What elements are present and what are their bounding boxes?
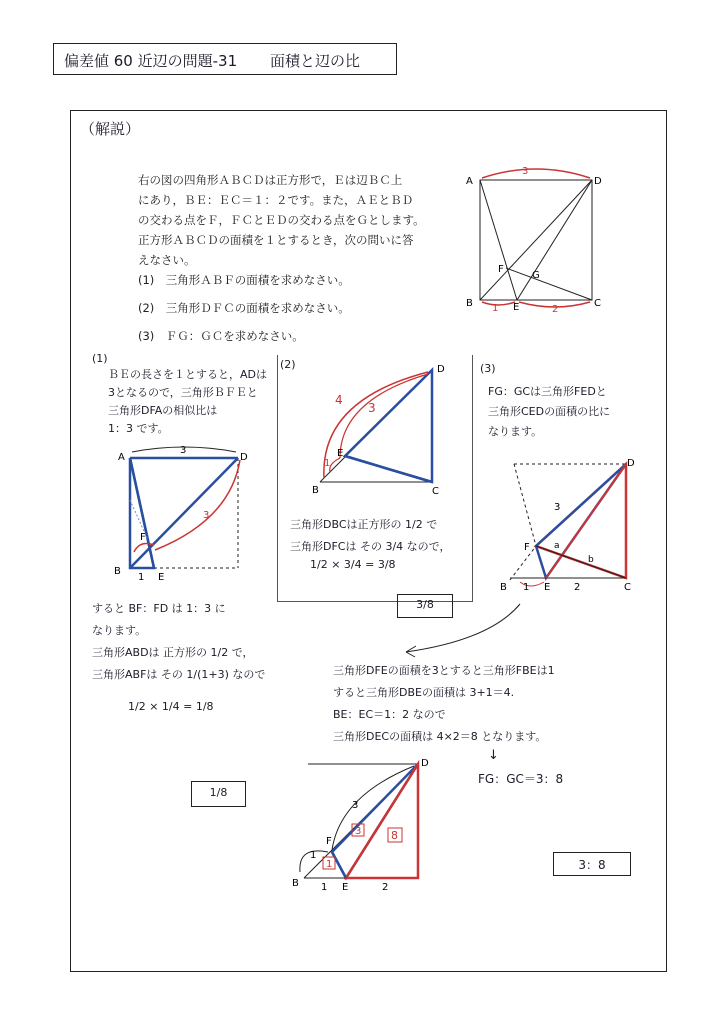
- sol2-fig-c: C: [432, 486, 439, 497]
- fig-label-b: B: [466, 298, 473, 309]
- sol3b-fig-one: 1: [310, 850, 317, 861]
- sol3-fig-f: F: [524, 542, 530, 553]
- question-text: 三角形ＤＦＣの面積を求めなさい。: [165, 301, 350, 315]
- fig-len-be: 1: [492, 303, 499, 312]
- sol3b-line: 三角形DFEの面積を3とすると三角形FBEは1: [333, 664, 555, 677]
- fig-label-d: D: [594, 176, 602, 187]
- sol3b-fig-r8: 8: [391, 829, 398, 842]
- sol1-fig-top: 3: [180, 445, 187, 456]
- problem-line: えなさい。: [138, 253, 196, 267]
- sol3-fig-c: C: [624, 582, 631, 593]
- fig-label-c: C: [594, 298, 601, 309]
- question-text: ＦＧ：ＧＣを求めなさい。: [165, 329, 304, 343]
- sol1-line: ＢＥの長さを１とすると，ADは: [108, 368, 267, 381]
- sol1-fig-one: 1: [138, 572, 145, 583]
- sol3b-line: すると三角形DBEの面積は 3+1＝4.: [333, 686, 515, 699]
- problem-line: の交わる点をＦ，ＦＣとＥＤの交わる点をＧとします。: [138, 213, 425, 227]
- sol3b-result: FG：GC＝3：8: [478, 772, 564, 786]
- sol3b-fig-f: F: [326, 836, 332, 847]
- sol3b-fig-e: E: [342, 882, 349, 893]
- sol3b-line: 三角形DECの面積は 4×2＝8 となります。: [333, 730, 547, 743]
- problem-line: にあり，ＢＥ：ＥＣ＝１：２です。また，ＡＥとＢＤ: [138, 193, 414, 207]
- sol3-fig-three: 3: [554, 502, 561, 513]
- problem-figure: [460, 162, 610, 312]
- sol3-line: なります。: [488, 425, 543, 438]
- sol3b-figure: [290, 756, 440, 896]
- header-title: 偏差値 60 近辺の問題-31: [64, 52, 238, 70]
- sol3-fig-two: 2: [574, 582, 581, 593]
- sol2-fig-four: 4: [335, 393, 343, 407]
- sol1-fig-e: E: [158, 572, 165, 583]
- problem-line: 正方形ＡＢＣＤの面積を１とするとき，次の問いに答: [138, 233, 414, 247]
- sol1-after-line: 三角形ABDは 正方形の 1/2 で，: [92, 646, 254, 659]
- sol3b-text: [333, 660, 555, 748]
- sol3-label: (3): [480, 362, 496, 375]
- fig-label-e: E: [513, 302, 520, 312]
- sol3b-fig-b: B: [292, 878, 299, 889]
- sol3-fig-b: B: [500, 582, 507, 593]
- sol3b-fig-three: 3: [352, 800, 359, 811]
- fig-label-g: G: [532, 270, 540, 281]
- header-topic: 面積と辺の比: [270, 52, 361, 70]
- divider-2: [277, 355, 278, 602]
- sol3b-fig-one-b: 1: [321, 882, 328, 893]
- sol1-answer: 1/8: [209, 786, 228, 799]
- sol3b-fig-d: D: [421, 758, 429, 769]
- sol1-fig-b: B: [114, 566, 121, 577]
- sol2-fig-d: D: [437, 364, 445, 375]
- sol3-fig-d: D: [627, 458, 635, 469]
- sol2-fig-one: 1: [324, 458, 331, 469]
- sol1-fig-a: A: [118, 452, 125, 463]
- sol1-figure: [110, 440, 260, 590]
- problem-line: 右の図の四角形ＡＢＣＤは正方形で，Ｅは辺ＢＣ上: [138, 173, 403, 187]
- sol1-after-line: 三角形ABFは その 1/(1+3) なので: [92, 668, 266, 681]
- sol2-label: (2): [280, 358, 296, 371]
- sol1-calc: 1/2 × 1/4 = 1/8: [128, 700, 214, 713]
- sol1-after-line: なります。: [92, 624, 147, 637]
- sol1-text: [108, 366, 267, 438]
- sol2-fig-b: B: [312, 485, 319, 496]
- fig-label-f: F: [498, 264, 504, 275]
- sol3-answer: 3：8: [578, 858, 606, 872]
- sol3-fig-bval: b: [588, 555, 594, 565]
- sol2-answer: 3/8: [416, 598, 434, 611]
- sol3-line: 三角形CEDの面積の比に: [488, 405, 611, 418]
- sol1-line: 三角形DFAの相似比は: [108, 404, 218, 417]
- sol1-after: [92, 598, 265, 686]
- sol3b-fig-r3: 3: [355, 826, 362, 837]
- sol3b-line: BE：EC＝1：2 なので: [333, 708, 446, 721]
- sol3-text: [488, 382, 610, 442]
- sol2-line: 三角形DBCは正方形の 1/2 で: [290, 518, 438, 531]
- sol3b-fig-r1: 1: [326, 859, 333, 870]
- sol1-line: 1：3 です。: [108, 422, 169, 435]
- sol1-fig-f: F: [140, 532, 146, 543]
- divider-3: [472, 355, 473, 602]
- sol3-line: FG：GCは三角形FEDと: [488, 385, 607, 398]
- fig-len-top: 3: [522, 166, 529, 177]
- question-num: (3): [138, 329, 155, 343]
- question-num: (2): [138, 301, 155, 315]
- sol2-fig-three: 3: [368, 401, 376, 415]
- question-list: [138, 272, 350, 356]
- sol3-fig-e: E: [544, 582, 551, 593]
- sol2-figure: [300, 360, 460, 500]
- sol2-fig-e: E: [337, 448, 344, 459]
- fig-label-a: A: [466, 176, 473, 187]
- question-num: (1): [138, 273, 155, 287]
- sol3-fig-one: 1: [523, 582, 530, 593]
- sol2-calc: 1/2 × 3/4 = 3/8: [310, 558, 396, 571]
- sol1-fig-three: 3: [203, 510, 210, 521]
- sol2-line: 三角形DFCは その 3/4 なので，: [290, 540, 451, 553]
- sol1-after-line: すると BF：FD は 1：3 に: [92, 602, 226, 615]
- sol3-figure: [496, 456, 646, 596]
- sol3b-arrow: ↓: [488, 748, 499, 763]
- sol1-label: (1): [92, 352, 108, 365]
- fig-len-ec: 2: [552, 304, 559, 312]
- question-text: 三角形ＡＢＦの面積を求めなさい。: [165, 273, 350, 287]
- sol1-fig-d: D: [240, 452, 248, 463]
- sol3b-fig-two: 2: [382, 882, 389, 893]
- sol2-text: [290, 514, 450, 558]
- problem-text: [138, 170, 425, 270]
- curve-arrow: [400, 600, 530, 660]
- sol3-fig-a: a: [554, 541, 560, 551]
- sol1-line: 3となるので，三角形ＢＦＥと: [108, 386, 258, 399]
- section-title: （解説）: [80, 120, 141, 138]
